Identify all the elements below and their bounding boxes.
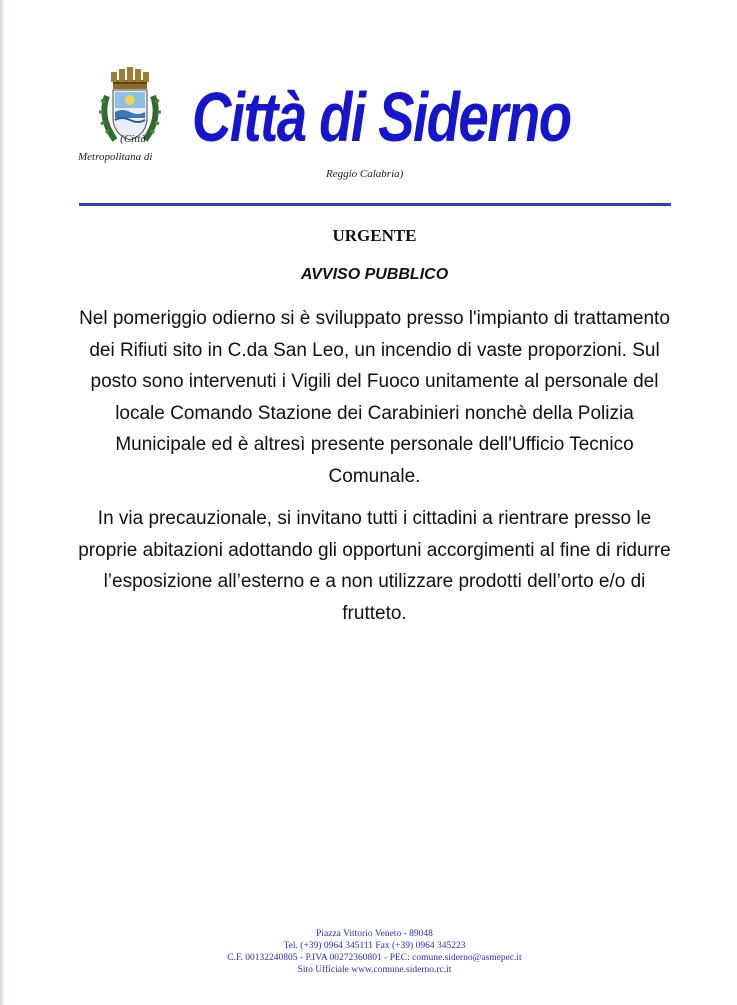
urgent-label: URGENTE [332,226,417,245]
page-subtitle: Reggio Calabria) [326,168,404,180]
crest-caption-city: (Città [120,133,146,145]
footer-website: Sito Ufficiale www.comune.siderno.rc.it [297,965,452,975]
page-title: Città di Siderno [192,78,571,156]
header-divider [79,203,671,206]
footer-phone: Tel. (+39) 0964 345111 Fax (+39) 0964 345223 [283,941,466,951]
footer-address: Piazza Vittorio Veneto - 89048 [316,929,433,939]
footer-contacts [0,928,737,976]
notice-paragraph-incident: Nel pomeriggio odierno si è sviluppato presso l'impianto di trattamento dei Rifiuti sito in C.da San Leo, un incendio di vaste proporzioni. Sul posto sono intervenuti i Vigili del Fuoco unitamente al personale del locale Comando Stazione dei Carabinieri nonchè della Polizia Municipale ed è altresì presente personale dell'Ufficio Tecnico Comunale. [79,308,670,487]
footer-fiscal: C.F. 00132240805 - P.IVA 00272360801 - PEC: comune.siderno@asmepec.it [227,953,522,963]
crest-caption-metropolitan: Metropolitana di [78,151,153,163]
page-edge-shadow [0,0,4,1005]
notice-heading: AVVISO PUBBLICO [300,266,449,283]
notice-paragraph-precaution: In via precauzionale, si invitano tutti i cittadini a rientrare presso le proprie abitazioni adottando gli opportuni accorgimenti al fine di ridurre l’esposizione all’esterno e a non utilizzare prodotti dell’orto e/o di frutteto. [78,508,671,624]
